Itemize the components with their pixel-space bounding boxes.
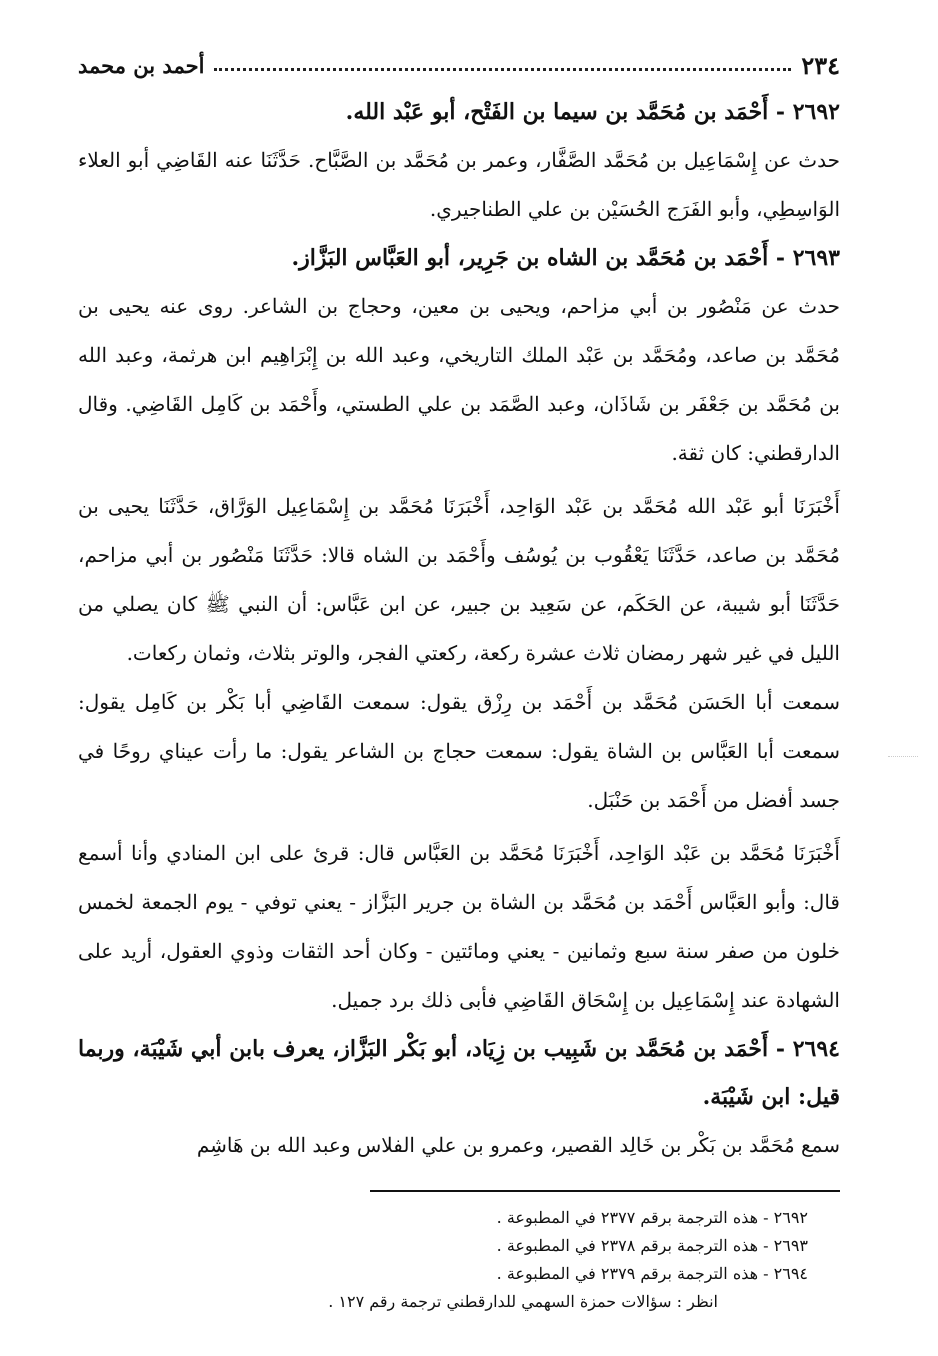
entry-paragraph: أَخْبَرَنَا مُحَمَّد بن عَبْد الوَاحِد، أَخْبَرَنَا مُحَمَّد بن العَبَّاس قال: قرئ على ابن المنادي وأنا أسمع قال: وأبو العَبَّاس أَحْمَد بن مُحَمَّد بن الشاة بن جرير البَزَّاز - يعني توفي - يوم الجمعة لخمس خلون من صفر سنة سبع وثمانين - يعني ومائتين - وكان أحد الثقات وذوي العقول، أريد على الشهادة عند إِسْمَاعِيل بن إِسْحَاق القَاضِي فأبى ذلك برد جميل.	[78, 841, 840, 1012]
entry-2694	[78, 1025, 840, 1170]
entry-2693	[78, 234, 840, 1025]
footnote: ٢٦٩٤ - هذه الترجمة برقم ٢٣٧٩ في المطبوعة .	[496, 1264, 808, 1283]
entry-paragraph: حدث عن مَنْصُور بن أبي مزاحم، ويحيى بن معين، وحجاج بن الشاعر. روى عنه يحيى بن مُحَمَّد بن صاعد، ومُحَمَّد بن عَبْد الملك التاريخي، وعبد الله بن إِبْرَاهِيم ابن هرثمة، وعبد الله بن مُحَمَّد بن جَعْفَر بن شَاذَان، وعبد الصَّمَد بن علي الطستي، وأَحْمَد بن كَامِل القَاضِي. وقال الدارقطني: كان ثقة.	[78, 294, 840, 465]
entry-title: ٢٦٩٣ - أَحْمَد بن مُحَمَّد بن الشاه بن جَرِير، أبو العَبَّاس البَزَّاز.	[291, 245, 840, 271]
entry-paragraph: حدث عن إِسْمَاعِيل بن مُحَمَّد الصَّفَّار، وعمر بن مُحَمَّد بن الصَّبَّاح. حَدَّثَنَا عنه القَاضِي أبو العلاء الوَاسِطِي، وأبو الفَرَج الحُسَيْن بن علي الطناجيري.	[78, 148, 840, 221]
entry-title: ٢٦٩٢ - أَحْمَد بن مُحَمَّد بن سيما بن الفَتْح، أبو عَبْد الله.	[345, 99, 840, 125]
footnote: ٢٦٩٢ - هذه الترجمة برقم ٢٣٧٧ في المطبوعة .	[496, 1208, 808, 1227]
running-title: أحمد بن محمد	[78, 52, 205, 78]
entry-paragraph: سمعت أبا الحَسَن مُحَمَّد بن أَحْمَد بن رِزْق يقول: سمعت القَاضِي أبا بَكْر بن كَامِل يقول: سمعت أبا العَبَّاس بن الشاة يقول: سمعت حجاج بن الشاعر يقول: ما رأت عيناي روحًا في جسد أفضل من أَحْمَد بن حَنْبَل.	[78, 690, 840, 812]
entry-paragraph: سمع مُحَمَّد بن بَكْر بن خَالِد القصير، وعمرو بن علي الفلاس وعبد الله بن هَاشِم	[196, 1133, 840, 1157]
margin-mark	[888, 756, 918, 763]
header-leader-dots	[214, 68, 791, 71]
main-text	[78, 88, 840, 1170]
entry-title: ٢٦٩٤ - أَحْمَد بن مُحَمَّد بن شَبِيب بن زِيَاد، أبو بَكْر البَزَّاز، يعرف بابن أبي شَيْبَة، وربما قيل: ابن شَيْبَة.	[78, 1036, 840, 1110]
page-number: ٢٣٤	[801, 50, 840, 80]
running-header	[78, 48, 840, 82]
footnote: ٢٦٩٣ - هذه الترجمة برقم ٢٣٧٨ في المطبوعة .	[496, 1236, 808, 1255]
entry-paragraph: أَخْبَرَنَا أبو عَبْد الله مُحَمَّد بن عَبْد الوَاحِد، أَخْبَرَنَا مُحَمَّد بن إِسْمَاعِيل الوَرَّاق، حَدَّثَنَا يحيى بن مُحَمَّد بن صاعد، حَدَّثَنَا يَعْقُوب بن يُوسُف وأَحْمَد بن الشاه قالا: حَدَّثَنَا مَنْصُور بن أبي مزاحم، حَدَّثَنَا أبو شيبة، عن الحَكَم، عن سَعِيد بن جبير، عن ابن عَبَّاس: أن النبي ﷺ كان يصلي من الليل في غير شهر رمضان ثلاث عشرة ركعة، ركعتي الفجر، والوتر بثلاث، وثمان ركعات.	[78, 494, 840, 665]
footnote-reference: انظر : سؤالات حمزة السهمي للدارقطني ترجمة رقم ١٢٧ .	[328, 1292, 718, 1311]
footnote-separator	[370, 1190, 840, 1192]
footnotes	[78, 1204, 808, 1316]
entry-2692	[78, 88, 840, 234]
